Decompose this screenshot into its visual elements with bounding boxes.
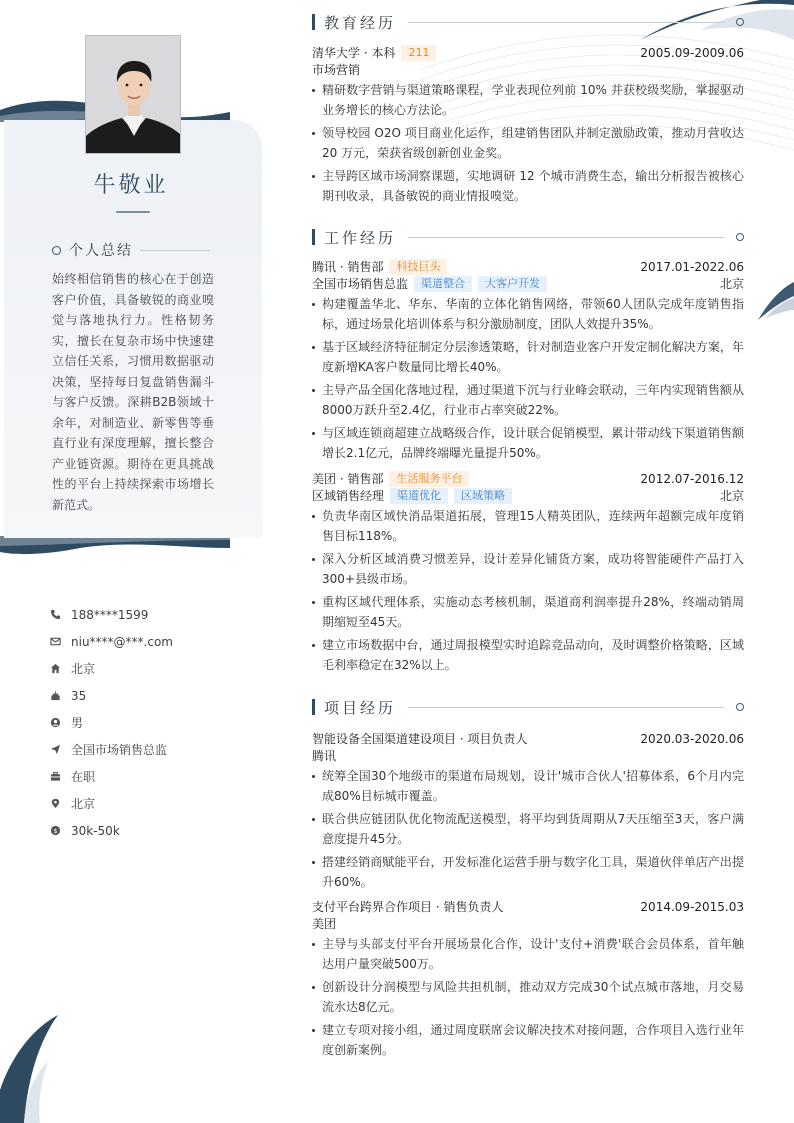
- summary-title: 个人总结: [69, 243, 133, 259]
- contact-list: [50, 601, 270, 844]
- company-name: 美团 · 销售部: [312, 472, 384, 486]
- section-line: [408, 707, 724, 708]
- education-bullets: [312, 80, 744, 206]
- section-title: 工作经历: [324, 228, 397, 247]
- section-line: [408, 237, 724, 238]
- location-pin-icon: [50, 798, 61, 809]
- work-entry: [312, 258, 744, 466]
- work-city: 北京: [719, 277, 744, 291]
- contact-value: 男: [71, 716, 84, 730]
- contact-age: [50, 682, 270, 709]
- work-position-row: [312, 275, 744, 292]
- mail-icon: [50, 636, 61, 647]
- major: 市场营销: [312, 63, 361, 77]
- section-dot-icon: [736, 233, 744, 241]
- work-header: [312, 258, 744, 275]
- project-header: [312, 730, 744, 747]
- list-item: 重构区域代理体系，实施动态考核机制，渠道商利润率提升28%，终端动销周期缩短至45天。: [312, 592, 744, 632]
- list-item: 搭建经销商赋能平台，开发标准化运营手册与数字化工具，渠道伙伴单店产出提升60%。: [312, 852, 744, 892]
- list-item: 与区域连锁商超建立战略级合作，设计联合促销模型，累计带动线下渠道销售额增长2.1亿元，品牌终端曝光量提升50%。: [312, 423, 744, 463]
- phone-icon: [50, 609, 61, 620]
- work-period: 2017.01-2022.06: [640, 259, 744, 274]
- project-bullets: [312, 766, 744, 892]
- svg-text:$: $: [53, 826, 58, 835]
- contact-status: [50, 763, 270, 790]
- work-position-row: [312, 487, 744, 504]
- work-city: 北京: [719, 489, 744, 503]
- work-entry: [312, 470, 744, 678]
- list-item: 主导跨区域市场洞察课题，实地调研 12 个城市消费生态，输出分析报告被核心期刊收录，具备敏锐的商业情报嗅觉。: [312, 166, 744, 206]
- project-section-heading: [312, 697, 744, 717]
- project-org-row: [312, 915, 744, 932]
- contact-email: [50, 628, 270, 655]
- project-org-row: [312, 747, 744, 764]
- candidate-name: 牛敬业: [93, 173, 169, 198]
- briefcase-icon: [50, 771, 61, 782]
- list-item: 创新设计分润模型与风险共担机制，推动双方完成30个试点城市落地，月交易流水达8亿元。: [312, 977, 744, 1017]
- salary-icon: [50, 825, 61, 836]
- summary-text: 始终相信销售的核心在于创造客户价值，具备敏锐的商业嗅觉与落地执行力。性格韧务实，擅长在复杂市场中快速建立信任关系，习惯用数据驱动决策，坚持每日复盘销售漏斗与客户反馈。深耕B2B领域十余年，对制造业、新零售等垂直行业有深度理解，擅长整合产业链资源。期待在更具挑战性的平台上持续探索市场增长新范式。: [52, 272, 214, 512]
- name-divider: [116, 211, 150, 213]
- work-section-heading: [312, 227, 744, 247]
- home-icon: [50, 663, 61, 674]
- position: 区域销售经理: [312, 489, 385, 503]
- project-title: 支付平台跨界合作项目 · 销售负责人: [312, 900, 504, 914]
- project-bullets: [312, 934, 744, 1060]
- list-item: 负责华南区域快消品渠道拓展，管理15人精英团队，连续两年超额完成年度销售目标118%。: [312, 506, 744, 546]
- section-line: [408, 22, 724, 23]
- contact-value: 北京: [71, 797, 96, 811]
- school-name: 清华大学 · 本科: [312, 46, 396, 60]
- company-name: 腾讯 · 销售部: [312, 260, 384, 274]
- contact-value: 188****1599: [71, 607, 149, 622]
- project-header: [312, 898, 744, 915]
- avatar: [85, 35, 181, 154]
- company-tag: 科技巨头: [389, 259, 447, 275]
- contact-value: 35: [71, 688, 87, 703]
- section-bar: [312, 699, 315, 715]
- skill-tag: 区域策略: [454, 488, 512, 504]
- contact-value: niu****@***.com: [71, 634, 173, 649]
- project-org: 腾讯: [312, 749, 337, 763]
- skill-tag: 渠道优化: [390, 488, 448, 504]
- contact-value: 在职: [71, 770, 96, 784]
- position: 全国市场销售总监: [312, 277, 409, 291]
- person-portrait-icon: [86, 36, 181, 154]
- project-entry: [312, 898, 744, 1063]
- project-period: 2014.09-2015.03: [640, 899, 744, 914]
- education-major-row: [312, 61, 744, 78]
- section-dot-icon: [736, 18, 744, 26]
- list-item: 建立专项对接小组，通过周度联席会议解决技术对接问题，合作项目入选行业年度创新案例。: [312, 1020, 744, 1060]
- gender-icon: [50, 717, 61, 728]
- list-item: 统筹全国30个地级市的渠道布局规划，设计'城市合伙人'招募体系，6个月内完成80%目标城市覆盖。: [312, 766, 744, 806]
- list-item: 构建覆盖华北、华东、华南的立体化销售网络，带领60人团队完成年度销售指标，通过场景化培训体系与积分激励制度，团队人效提升35%。: [312, 294, 744, 334]
- education-section-heading: [312, 12, 744, 32]
- contact-value: 北京: [71, 662, 96, 676]
- skill-tag: 渠道整合: [414, 276, 472, 292]
- project-entry: [312, 730, 744, 895]
- cake-icon: [50, 690, 61, 701]
- school-tag: 211: [401, 45, 436, 61]
- section-dot-icon: [736, 703, 744, 711]
- project-period: 2020.03-2020.06: [640, 731, 744, 746]
- contact-phone: [50, 601, 270, 628]
- work-bullets: [312, 506, 744, 675]
- list-item: 建立市场数据中台，通过周报模型实时追踪竞品动向，及时调整价格策略，区域毛利率稳定在32%以上。: [312, 635, 744, 675]
- section-title: 项目经历: [324, 698, 397, 717]
- section-bar: [312, 229, 315, 245]
- work-period: 2012.07-2016.12: [640, 471, 744, 486]
- section-title: 教育经历: [324, 13, 397, 32]
- summary-heading-line: [140, 250, 210, 251]
- list-item: 主导与头部支付平台开展场景化合作，设计'支付+消费'联合会员体系，首年触达用户量突破500万。: [312, 934, 744, 974]
- contact-location: [50, 790, 270, 817]
- summary-heading: [52, 240, 133, 260]
- project-title: 智能设备全国渠道建设项目 · 项目负责人: [312, 732, 528, 746]
- education-entry: [312, 44, 744, 209]
- contact-value: 全国市场销售总监: [71, 743, 168, 757]
- contact-value: 30k-50k: [71, 823, 120, 838]
- list-item: 基于区域经济特征制定分层渗透策略，针对制造业客户开发定制化解决方案，年度新增KA客户数量同比增长40%。: [312, 337, 744, 377]
- contact-salary: [50, 817, 270, 844]
- list-item: 领导校园 O2O 项目商业化运作，组建销售团队并制定激励政策，推动月营收达 20 万元，荣获省级创新创业金奖。: [312, 123, 744, 163]
- send-icon: [50, 744, 61, 755]
- company-tag: 生活服务平台: [389, 471, 469, 487]
- work-header: [312, 470, 744, 487]
- skill-tag: 大客户开发: [478, 276, 547, 292]
- project-org: 美团: [312, 917, 337, 931]
- list-item: 深入分析区域消费习惯差异，设计差异化铺货方案，成功将智能硬件产品打入300+县级市场。: [312, 549, 744, 589]
- education-period: 2005.09-2009.06: [640, 45, 744, 60]
- education-header: [312, 44, 744, 61]
- work-bullets: [312, 294, 744, 463]
- list-item: 主导产品全国化落地过程，通过渠道下沉与行业峰会联动，三年内实现销售额从8000万跃升至2.4亿，行业市占率突破22%。: [312, 380, 744, 420]
- contact-gender: [50, 709, 270, 736]
- section-bar: [312, 14, 315, 30]
- list-item: 联合供应链团队优化物流配送模型，将平均到货周期从7天压缩至3天，客户满意度提升45分。: [312, 809, 744, 849]
- list-item: 精研数字营销与渠道策略课程，学业表现位列前 10% 并获校级奖励，掌握驱动业务增长的核心方法论。: [312, 80, 744, 120]
- contact-position: [50, 736, 270, 763]
- contact-home: [50, 655, 270, 682]
- summary-ring-icon: [52, 246, 61, 255]
